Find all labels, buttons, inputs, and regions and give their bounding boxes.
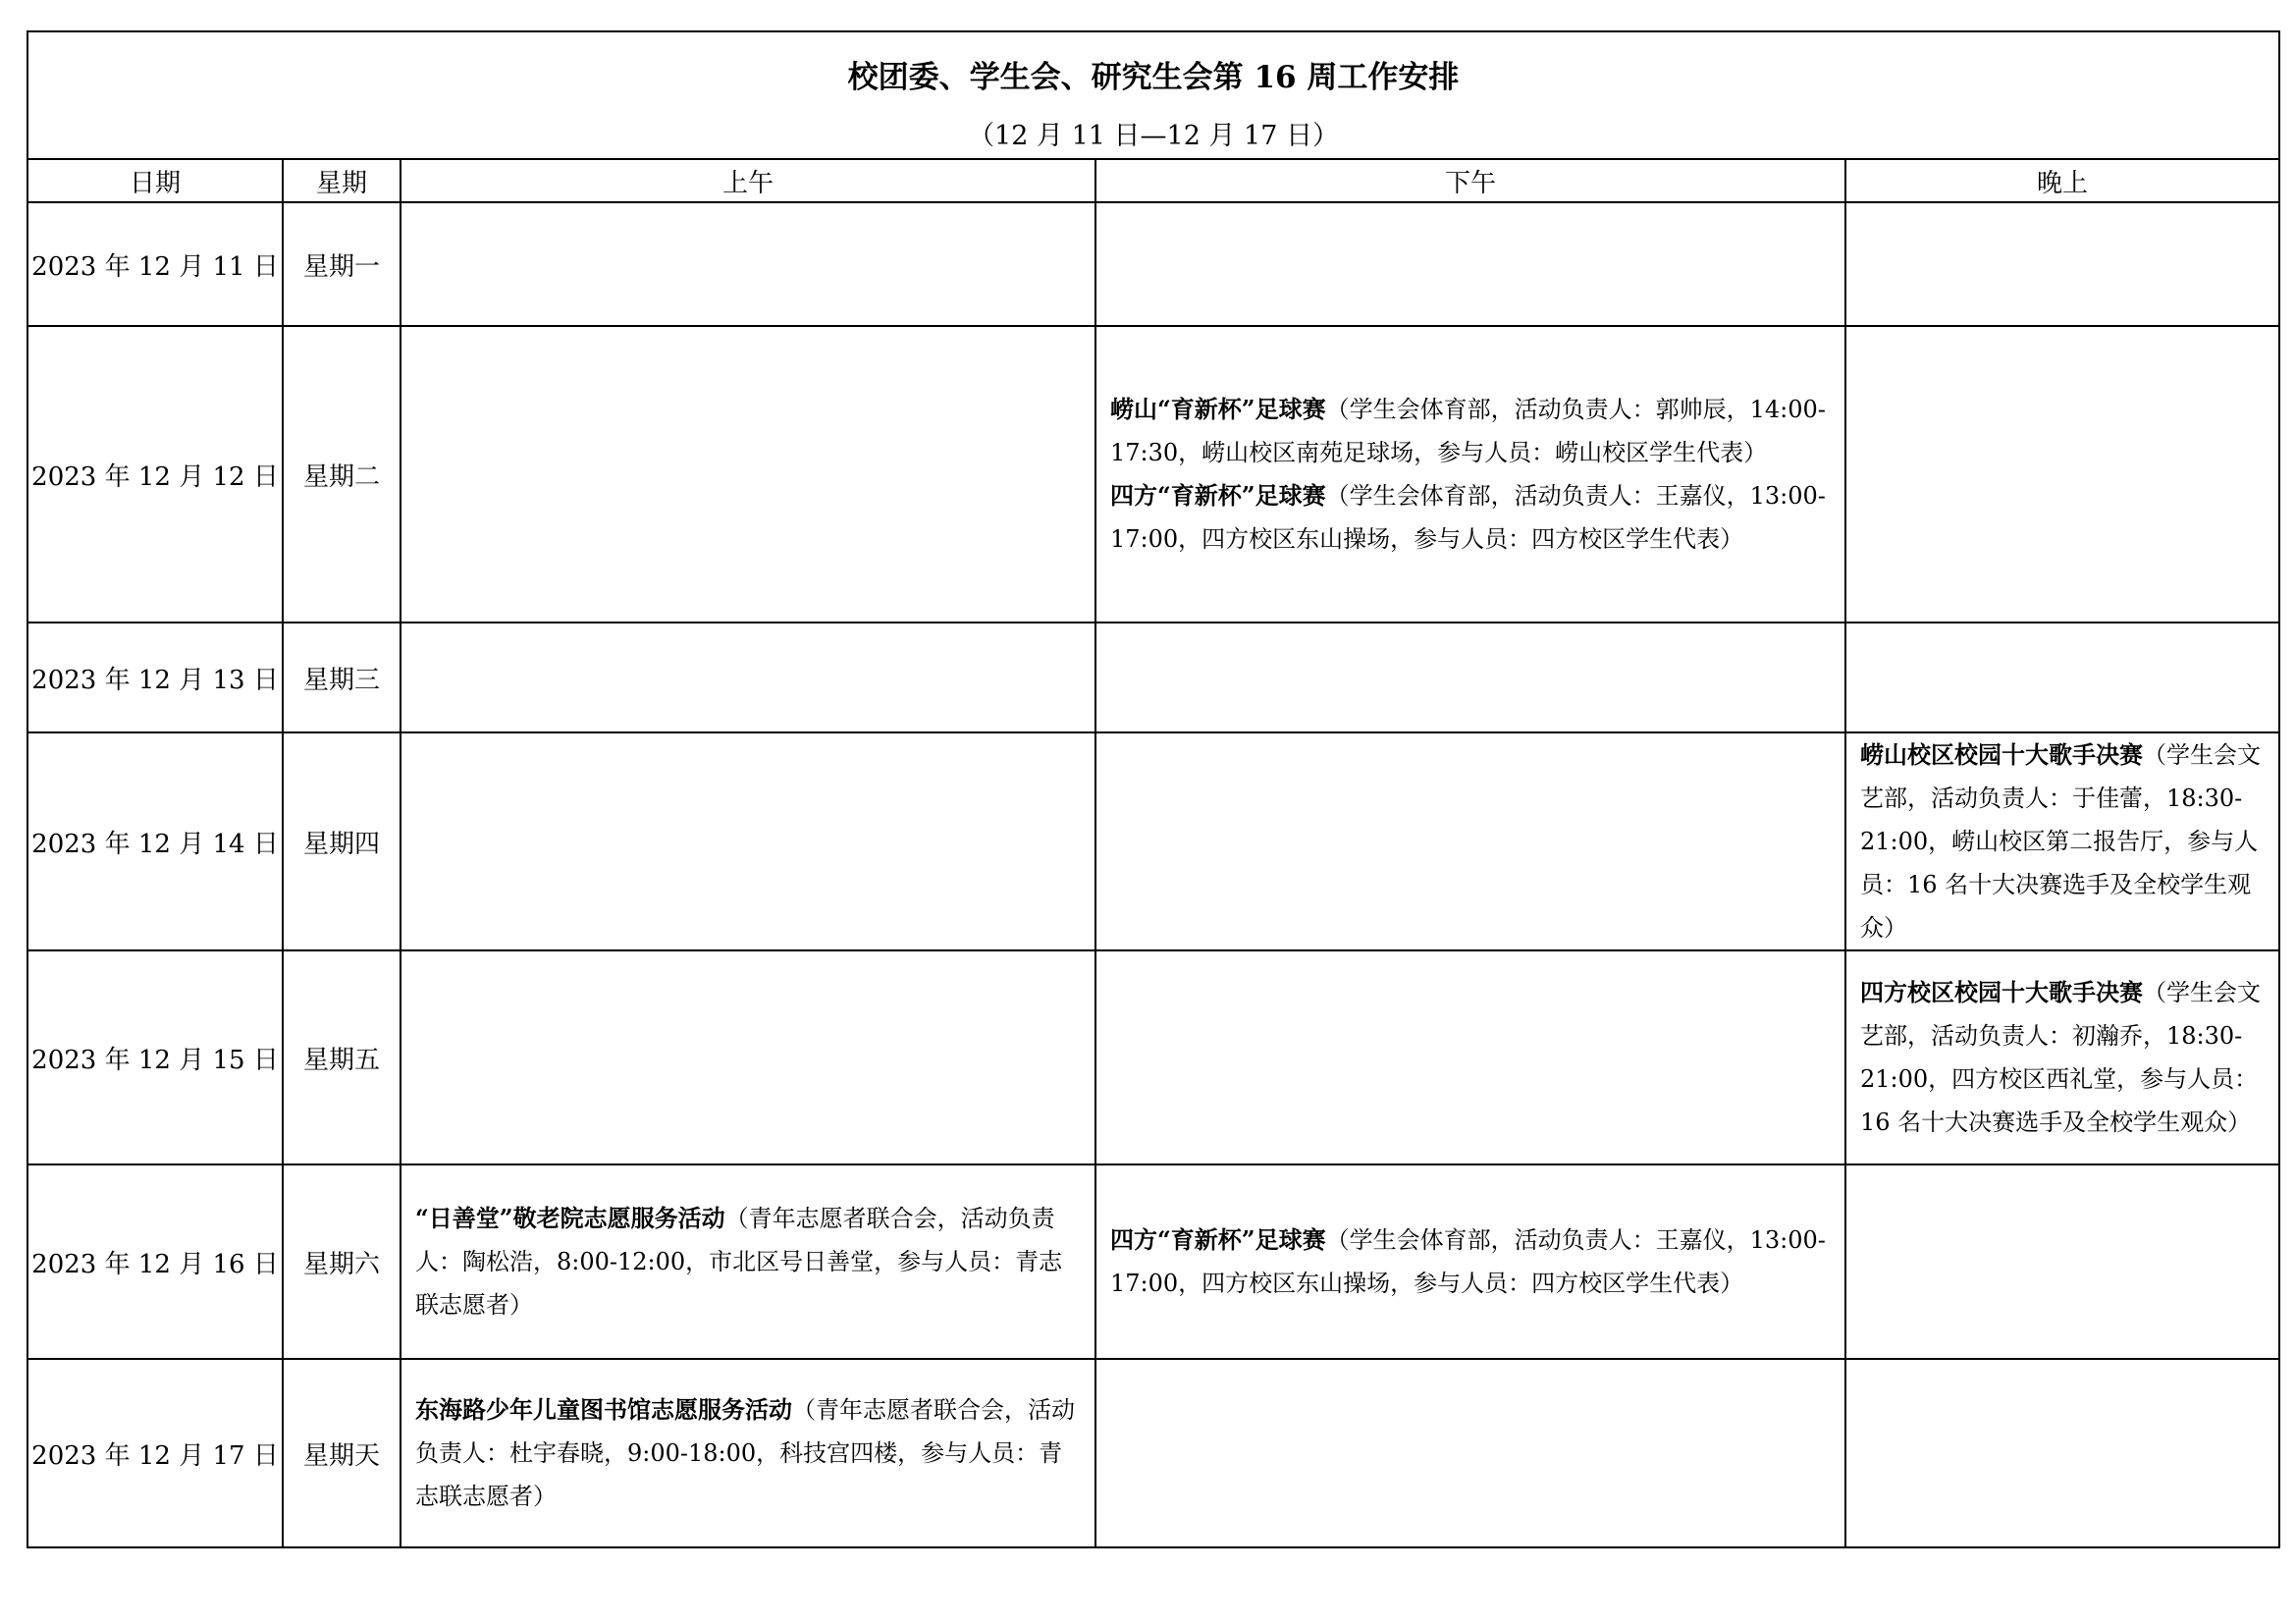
event-entry xyxy=(415,1388,1081,1518)
schedule-row xyxy=(27,732,2279,950)
date-cell: 2023 年 12 月 14 日 xyxy=(27,732,283,950)
evening-cell xyxy=(1845,950,2279,1164)
event-detail: （学生会体育部，活动负责人：郭帅辰，14:00-17:30，崂山校区南苑足球场，参与人员：崂山校区学生代表） xyxy=(1110,396,1826,466)
header-afternoon: 下午 xyxy=(1095,159,1845,202)
weekday-cell: 星期二 xyxy=(283,326,400,623)
morning-cell xyxy=(400,732,1095,950)
weekday-cell: 星期四 xyxy=(283,732,400,950)
event-name: 四方“育新杯”足球赛 xyxy=(1110,1225,1326,1254)
date-cell: 2023 年 12 月 13 日 xyxy=(27,623,283,732)
afternoon-cell xyxy=(1095,732,1845,950)
afternoon-cell xyxy=(1095,950,1845,1164)
morning-cell xyxy=(400,950,1095,1164)
event-detail: （青年志愿者联合会，活动负责人：杜宇春晓，9:00-18:00，科技宫四楼，参与人员：青志联志愿者） xyxy=(415,1396,1075,1510)
event-detail: （学生会文艺部，活动负责人：于佳蕾，18:30-21:00，崂山校区第二报告厅，参与人员：16 名十大决赛选手及全校学生观众） xyxy=(1860,741,2261,942)
evening-cell xyxy=(1845,623,2279,732)
event-name: 崂山“育新杯”足球赛 xyxy=(1110,395,1326,423)
evening-cell xyxy=(1845,1359,2279,1547)
date-cell: 2023 年 12 月 16 日 xyxy=(27,1164,283,1359)
event-name: 崂山校区校园十大歌手决赛 xyxy=(1860,740,2143,769)
evening-cell xyxy=(1845,732,2279,950)
page-title: 校团委、学生会、研究生会第 16 周工作安排 xyxy=(847,60,1460,95)
schedule-table xyxy=(27,30,2280,1548)
schedule-row xyxy=(27,202,2279,326)
event-entry xyxy=(1110,388,1831,474)
event-detail: （学生会体育部，活动负责人：王嘉仪，13:00-17:00，四方校区东山操场，参与人员：四方校区学生代表） xyxy=(1110,482,1826,553)
event-entry xyxy=(1110,474,1831,561)
header-weekday: 星期 xyxy=(283,159,400,202)
schedule-sheet xyxy=(27,30,2278,1548)
header-morning: 上午 xyxy=(400,159,1095,202)
event-detail: （青年志愿者联合会，活动负责人：陶松浩，8:00-12:00，市北区号日善堂，参与人员：青志联志愿者） xyxy=(415,1205,1063,1319)
evening-cell xyxy=(1845,1164,2279,1359)
afternoon-cell xyxy=(1095,1164,1845,1359)
date-cell: 2023 年 12 月 17 日 xyxy=(27,1359,283,1547)
evening-cell xyxy=(1845,326,2279,623)
weekday-cell: 星期天 xyxy=(283,1359,400,1547)
schedule-row xyxy=(27,1164,2279,1359)
weekday-cell: 星期五 xyxy=(283,950,400,1164)
morning-cell xyxy=(400,326,1095,623)
schedule-row xyxy=(27,1359,2279,1547)
event-entry xyxy=(415,1197,1081,1326)
morning-cell xyxy=(400,1164,1095,1359)
schedule-body xyxy=(27,202,2279,1547)
weekday-cell: 星期六 xyxy=(283,1164,400,1359)
date-cell: 2023 年 12 月 11 日 xyxy=(27,202,283,326)
schedule-row xyxy=(27,950,2279,1164)
afternoon-cell xyxy=(1095,1359,1845,1547)
schedule-row xyxy=(27,623,2279,732)
morning-cell xyxy=(400,1359,1095,1547)
header-evening: 晚上 xyxy=(1845,159,2279,202)
schedule-row xyxy=(27,326,2279,623)
weekday-cell: 星期一 xyxy=(283,202,400,326)
weekday-cell: 星期三 xyxy=(283,623,400,732)
date-range-subtitle: （12 月 11 日—12 月 17 日） xyxy=(968,121,1339,151)
event-name: 东海路少年儿童图书馆志愿服务活动 xyxy=(415,1395,792,1424)
event-name: 四方“育新杯”足球赛 xyxy=(1110,481,1326,510)
date-cell: 2023 年 12 月 15 日 xyxy=(27,950,283,1164)
event-name: 四方校区校园十大歌手决赛 xyxy=(1860,978,2143,1006)
event-name: “日善堂”敬老院志愿服务活动 xyxy=(415,1204,725,1232)
event-entry xyxy=(1860,733,2265,949)
event-entry xyxy=(1110,1218,1831,1305)
evening-cell xyxy=(1845,202,2279,326)
title-row xyxy=(27,31,2279,159)
date-cell: 2023 年 12 月 12 日 xyxy=(27,326,283,623)
afternoon-cell xyxy=(1095,202,1845,326)
afternoon-cell xyxy=(1095,623,1845,732)
header-date: 日期 xyxy=(27,159,283,202)
event-detail: （学生会体育部，活动负责人：王嘉仪，13:00-17:00，四方校区东山操场，参与人员：四方校区学生代表） xyxy=(1110,1226,1826,1297)
event-detail: （学生会文艺部，活动负责人：初瀚乔，18:30-21:00，四方校区西礼堂，参与人员：16 名十大决赛选手及全校学生观众） xyxy=(1860,979,2261,1136)
header-row xyxy=(27,159,2279,202)
title-cell xyxy=(27,31,2279,159)
event-entry xyxy=(1860,971,2265,1144)
morning-cell xyxy=(400,623,1095,732)
morning-cell xyxy=(400,202,1095,326)
afternoon-cell xyxy=(1095,326,1845,623)
